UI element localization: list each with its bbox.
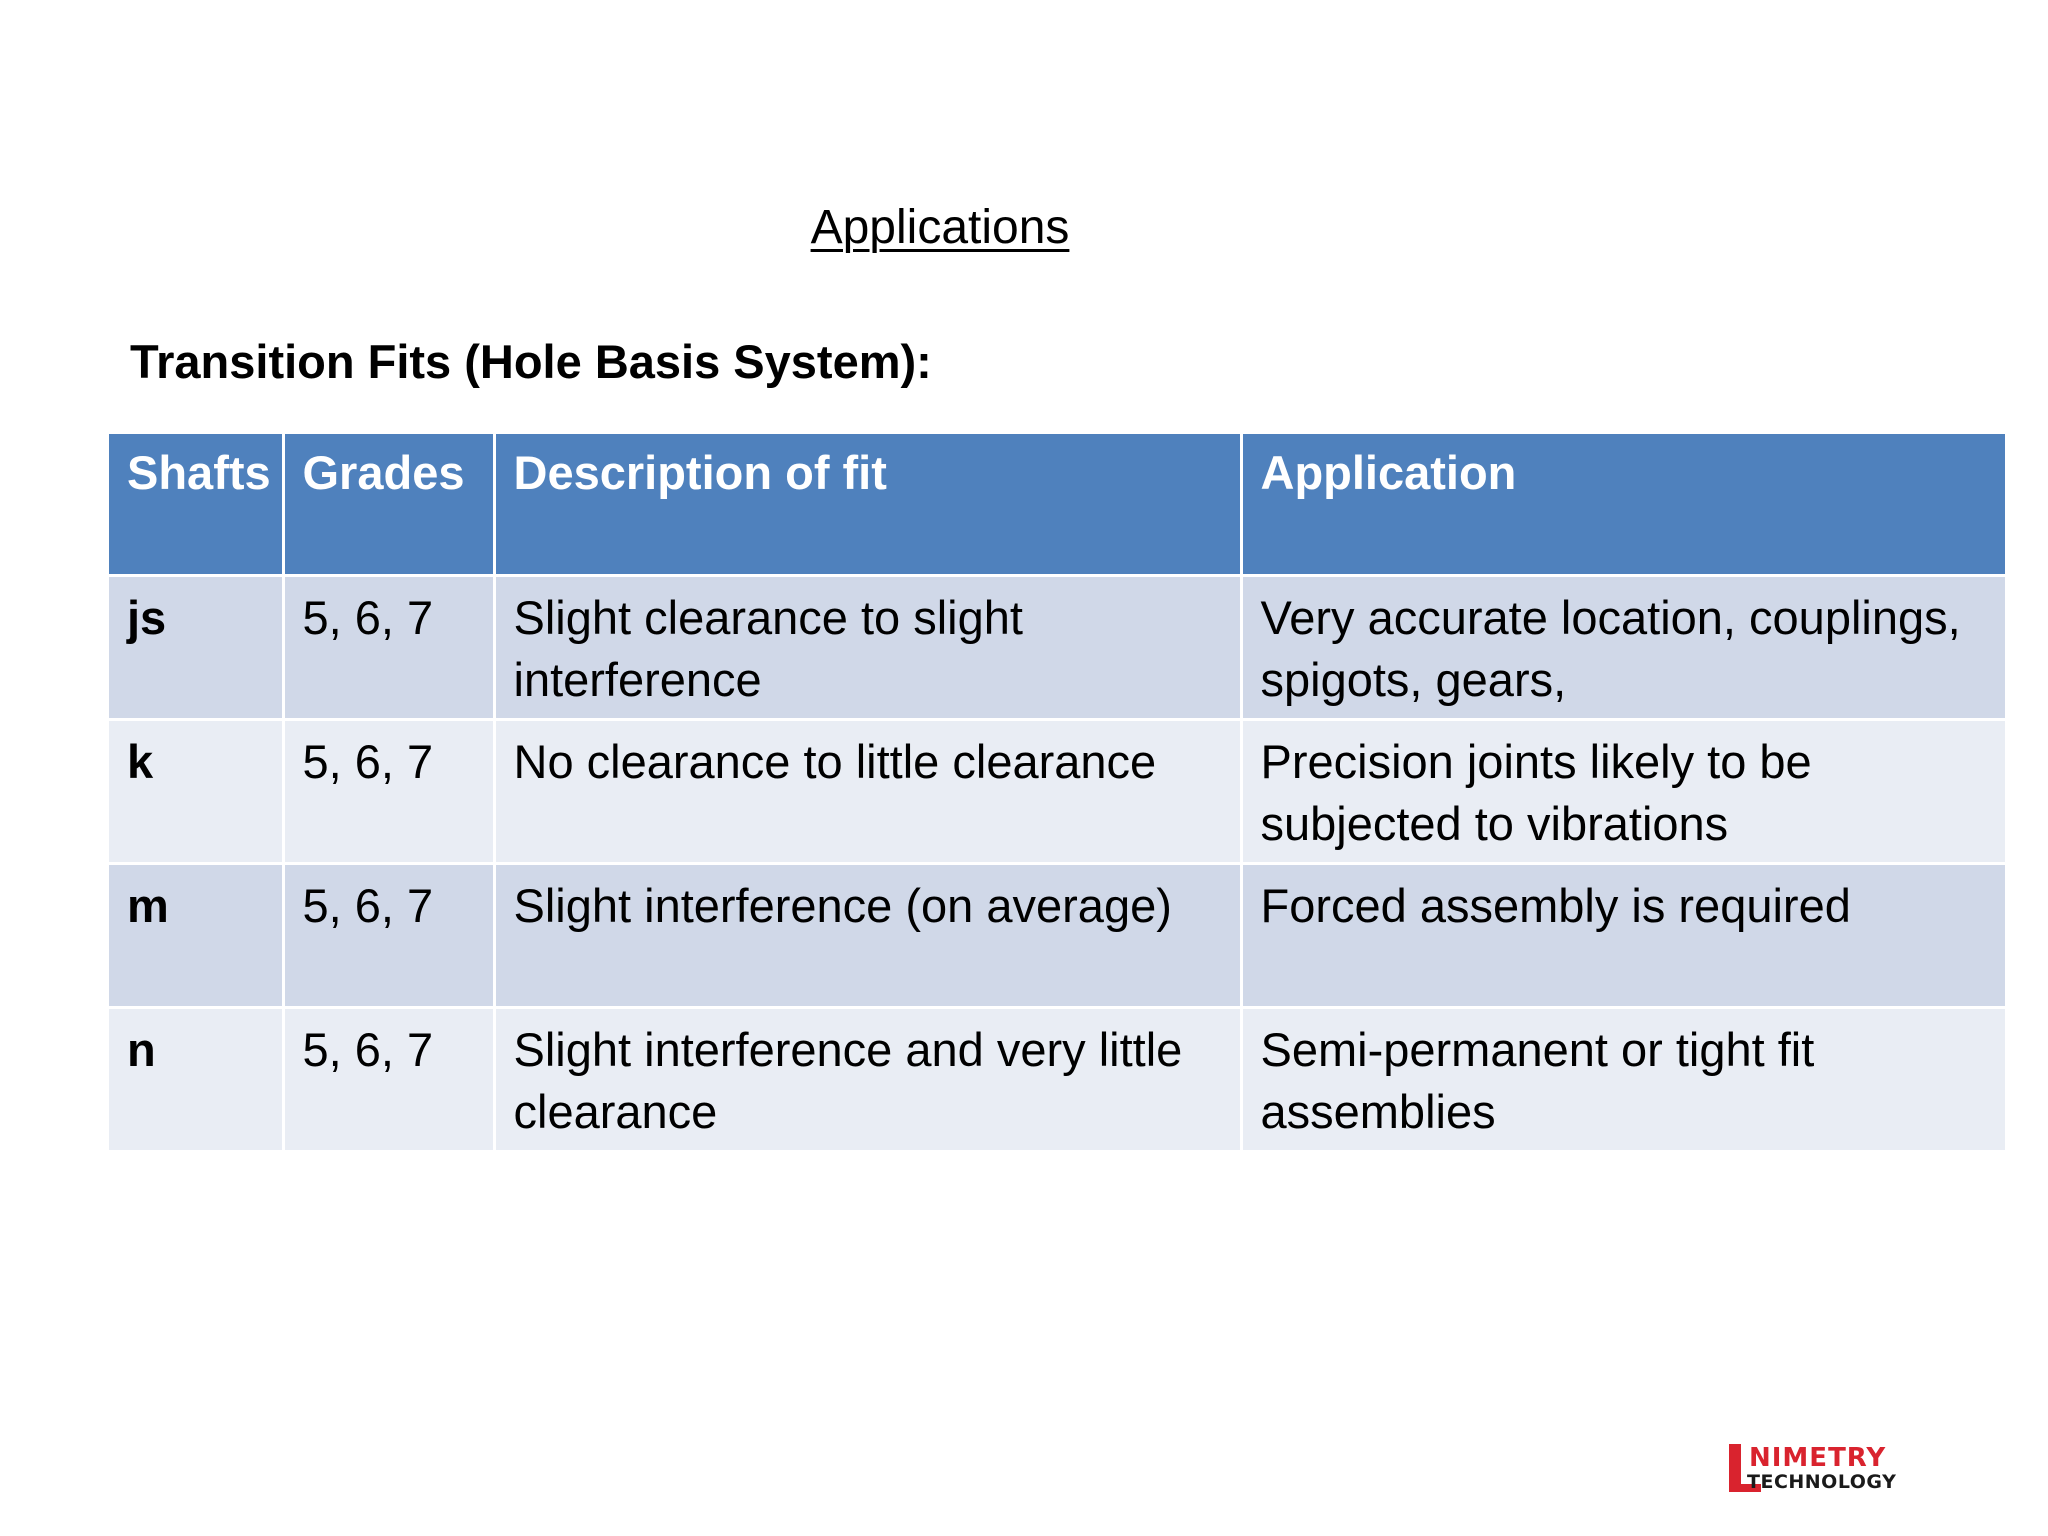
cell-application: Very accurate location, couplings, spigots, gears, — [1241, 576, 2005, 720]
table-header-row — [109, 433, 2005, 576]
slide-title: Applications — [810, 201, 1070, 254]
cell-grades: 5, 6, 7 — [283, 720, 494, 864]
cell-application: Forced assembly is required — [1241, 864, 2005, 1008]
table-row — [109, 576, 2005, 720]
logo-line2: TECHNOLOGY — [1747, 1471, 1897, 1493]
cell-description: Slight interference and very little clearance — [494, 1008, 1241, 1152]
section-heading: Transition Fits (Hole Basis System): — [130, 335, 932, 388]
header-shafts: Shafts — [109, 433, 283, 576]
cell-application: Precision joints likely to be subjected to vibrations — [1241, 720, 2005, 864]
cell-shaft: k — [109, 720, 283, 864]
cell-grades: 5, 6, 7 — [283, 576, 494, 720]
cell-shaft: js — [109, 576, 283, 720]
cell-grades: 5, 6, 7 — [283, 1008, 494, 1152]
cell-grades: 5, 6, 7 — [283, 864, 494, 1008]
table-row — [109, 1008, 2005, 1152]
header-description: Description of fit — [494, 433, 1241, 576]
cell-description: No clearance to little clearance — [494, 720, 1241, 864]
table-row — [109, 720, 2005, 864]
transition-fits-table — [109, 431, 2005, 1153]
table-row — [109, 864, 2005, 1008]
unimetry-logo — [1725, 1440, 1955, 1496]
cell-description: Slight interference (on average) — [494, 864, 1241, 1008]
cell-description: Slight clearance to slight interference — [494, 576, 1241, 720]
cell-shaft: m — [109, 864, 283, 1008]
header-application: Application — [1241, 433, 2005, 576]
cell-shaft: n — [109, 1008, 283, 1152]
header-grades: Grades — [283, 433, 494, 576]
cell-application: Semi-permanent or tight fit assemblies — [1241, 1008, 2005, 1152]
logo-line1: NIMETRY — [1749, 1443, 1887, 1473]
